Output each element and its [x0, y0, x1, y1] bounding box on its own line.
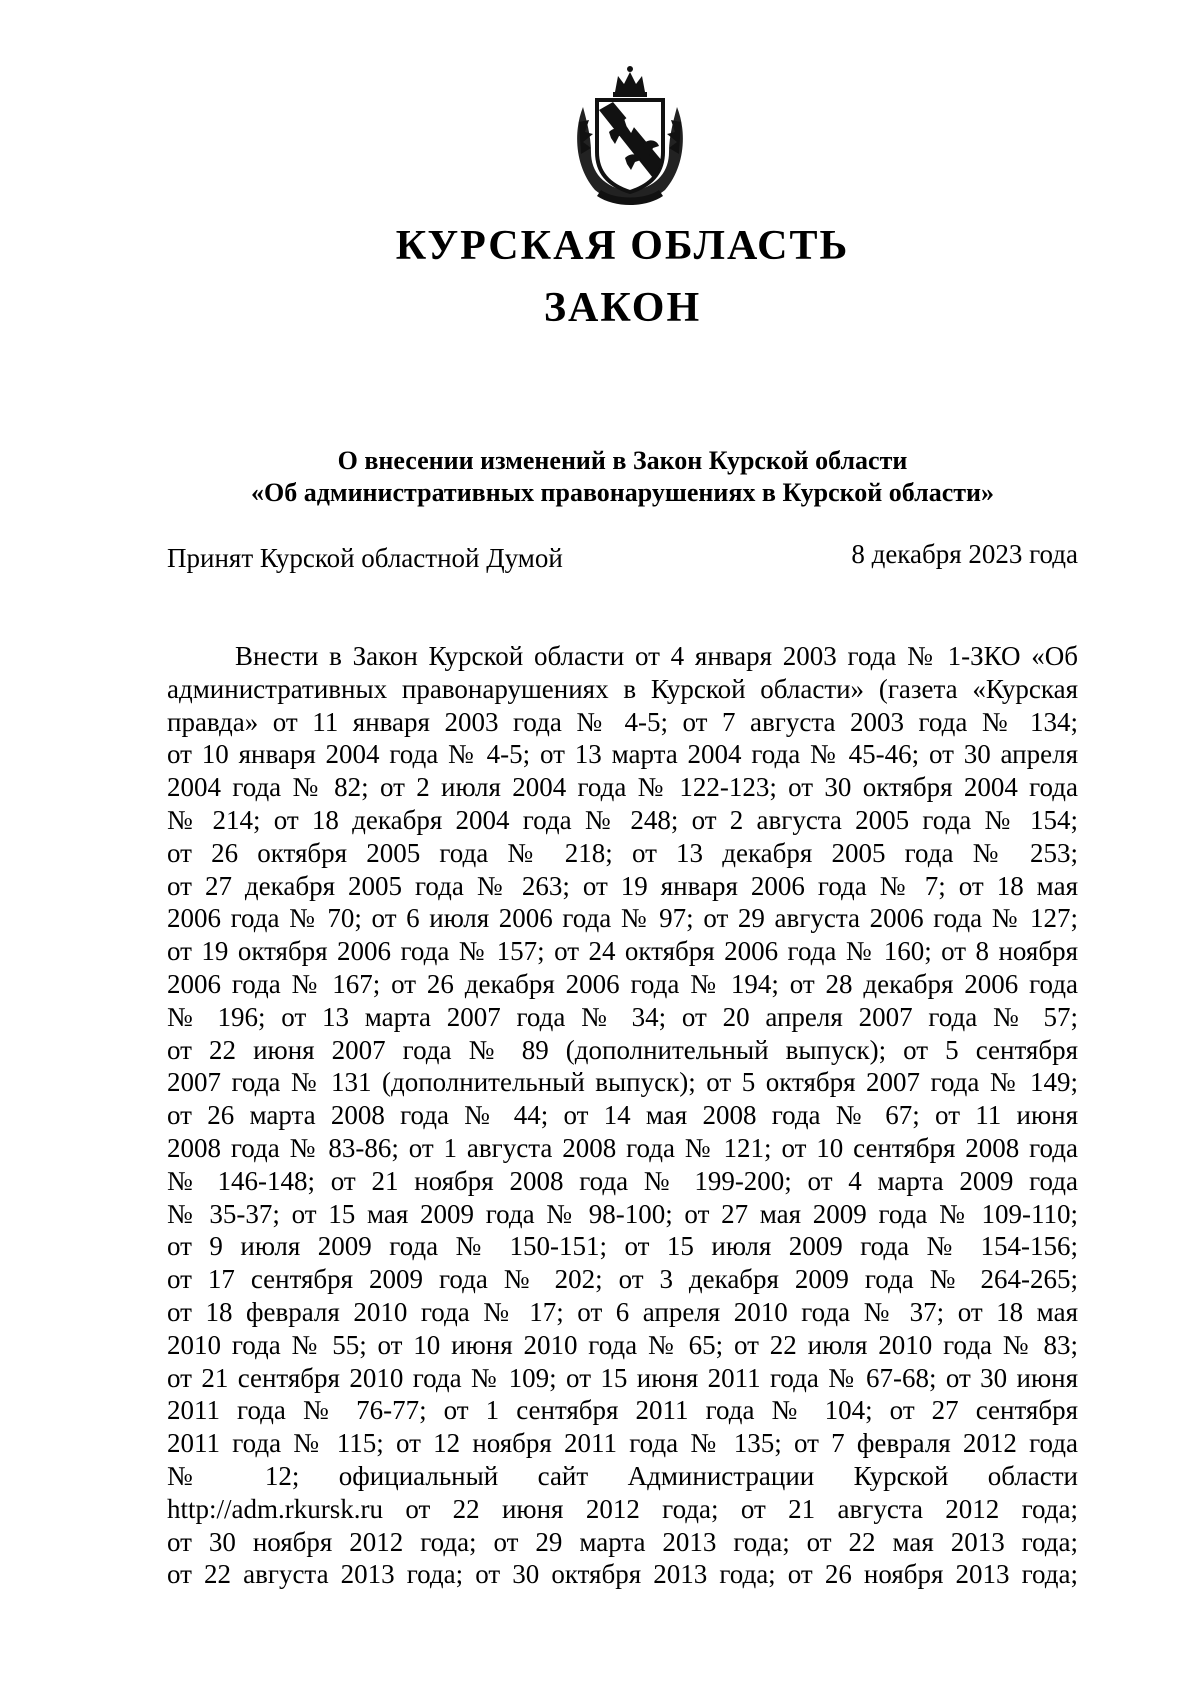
adopted-by: Принят Курской областной Думой	[167, 543, 563, 573]
body-line: 2011 года № 76-77; от 1 сентября 2011 года № 104; от 27 сентября	[167, 1395, 1078, 1426]
body-line: http://adm.rkursk.ru от 22 июня 2012 года; от 21 августа 2012 года;	[167, 1493, 1078, 1524]
body-line: от 10 января 2004 года № 4-5; от 13 марта 2004 года № 45-46; от 30 апреля	[167, 739, 1078, 770]
body-line: 2010 года № 55; от 10 июня 2010 года № 65; от 22 июля 2010 года № 83;	[167, 1329, 1078, 1360]
body-line: от 19 октября 2006 года № 157; от 24 октября 2006 года № 160; от 8 ноября	[167, 936, 1078, 967]
law-title-line-1: О внесении изменений в Закон Курской области	[337, 446, 908, 475]
body-line: правда» от 11 января 2003 года № 4-5; от 7 августа 2003 года № 134;	[167, 706, 1078, 737]
body-line: от 17 сентября 2009 года № 202; от 3 декабря 2009 года № 264-265;	[167, 1264, 1078, 1295]
body-line: административных правонарушениях в Курской области» (газета «Курская	[167, 673, 1078, 704]
region-heading: КУРСКАЯ ОБЛАСТЬ	[395, 223, 850, 269]
body-line: от 26 октября 2005 года № 218; от 13 декабря 2005 года № 253;	[167, 837, 1078, 868]
body-line: № 12; официальный сайт Администрации Курской области	[167, 1460, 1078, 1491]
law-title-line-2: «Об административных правонарушениях в Курской области»	[250, 478, 995, 507]
body-line: 2007 года № 131 (дополнительный выпуск); от 5 октября 2007 года № 149;	[167, 1067, 1078, 1098]
document-type-heading: ЗАКОН	[543, 285, 702, 331]
body-line: от 9 июля 2009 года № 150-151; от 15 июля 2009 года № 154-156;	[167, 1231, 1078, 1262]
body-line: 2008 года № 83-86; от 1 августа 2008 года № 121; от 10 сентября 2008 года	[167, 1132, 1078, 1163]
adoption-date: 8 декабря 2023 года	[851, 539, 1078, 569]
body-line: от 30 ноября 2012 года; от 29 марта 2013 года; от 22 мая 2013 года;	[167, 1526, 1078, 1557]
body-line: Внести в Закон Курской области от 4 января 2003 года № 1-ЗКО «Об	[235, 641, 1078, 671]
body-line: 2006 года № 167; от 26 декабря 2006 года № 194; от 28 декабря 2006 года	[167, 968, 1078, 999]
body-line: от 26 марта 2008 года № 44; от 14 мая 2008 года № 67; от 11 июня	[167, 1100, 1078, 1131]
coat-of-arms-emblem	[565, 62, 695, 207]
body-line: от 18 февраля 2010 года № 17; от 6 апреля 2010 года № 37; от 18 мая	[167, 1296, 1078, 1327]
body-line: от 22 августа 2013 года; от 30 октября 2013 года; от 26 ноября 2013 года;	[167, 1559, 1078, 1590]
body-line: № 146-148; от 21 ноября 2008 года № 199-200; от 4 марта 2009 года	[167, 1165, 1078, 1196]
body-line: № 214; от 18 декабря 2004 года № 248; от 2 августа 2005 года № 154;	[167, 804, 1078, 835]
body-line: 2006 года № 70; от 6 июля 2006 года № 97; от 29 августа 2006 года № 127;	[167, 903, 1078, 934]
body-line: № 35-37; от 15 мая 2009 года № 98-100; от 27 мая 2009 года № 109-110;	[167, 1198, 1078, 1229]
body-line: № 196; от 13 марта 2007 года № 34; от 20 апреля 2007 года № 57;	[167, 1001, 1078, 1032]
body-line: от 22 июня 2007 года № 89 (дополнительный выпуск); от 5 сентября	[167, 1034, 1078, 1065]
body-line: от 21 сентября 2010 года № 109; от 15 июня 2011 года № 67-68; от 30 июня	[167, 1362, 1078, 1393]
body-line: 2011 года № 115; от 12 ноября 2011 года № 135; от 7 февраля 2012 года	[167, 1428, 1078, 1459]
body-text	[167, 640, 1078, 1591]
body-line: 2004 года № 82; от 2 июля 2004 года № 122-123; от 30 октября 2004 года	[167, 772, 1078, 803]
body-line: от 27 декабря 2005 года № 263; от 19 января 2006 года № 7; от 18 мая	[167, 870, 1078, 901]
